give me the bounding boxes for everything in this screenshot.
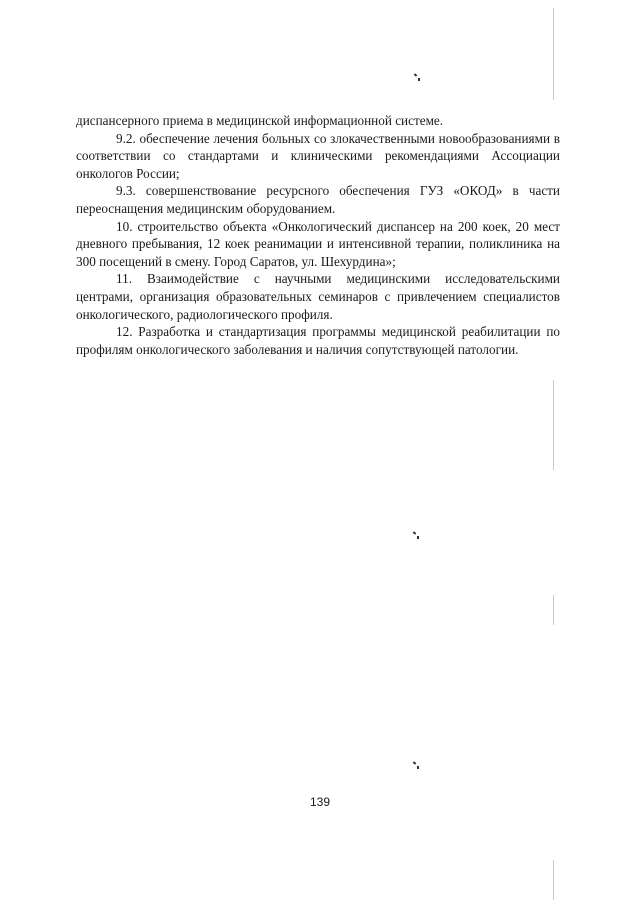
scan-speck: [414, 73, 418, 76]
scan-speck: [413, 761, 417, 764]
scan-speck: [413, 531, 417, 534]
scan-edge-line: [553, 380, 554, 470]
paragraph-12: 12. Разработка и стандартизация программы медицинской реабилитации по профилям онкологического заболевания и наличия сопутствующей патологии.: [76, 324, 560, 357]
scan-edge-line: [553, 595, 554, 625]
paragraph-10: 10. строительство объекта «Онкологический диспансер на 200 коек, 20 мест дневного пребывания, 12 коек реанимации и интенсивной терапии, поликлиника на 300 посещений в смену. Город Саратов, ул. Шехурдина»;: [76, 218, 560, 269]
scan-speck: [417, 766, 419, 769]
paragraph-11: 11. Взаимодействие с научными медицинскими исследовательскими центрами, организация образовательных семинаров с привлечением специалистов онкологического, радиологического профиля.: [76, 271, 560, 322]
paragraph-9-2: 9.2. обеспечение лечения больных со злокачественными новообразованиями в соответствии со стандартами и клиническими рекомендациями Ассоциации онкологов России;: [76, 130, 560, 181]
page-number: 139: [309, 795, 331, 809]
scan-edge-line: [553, 860, 554, 900]
scan-speck: [418, 78, 420, 81]
document-body: [76, 112, 560, 358]
scan-edge-line: [553, 8, 554, 100]
scan-speck: [417, 536, 419, 539]
paragraph-9-3: 9.3. совершенствование ресурсного обеспечения ГУЗ «ОКОД» в части переоснащения медицинским оборудованием.: [76, 183, 560, 216]
paragraph-continuation: диспансерного приема в медицинской информационной системе.: [76, 113, 444, 128]
